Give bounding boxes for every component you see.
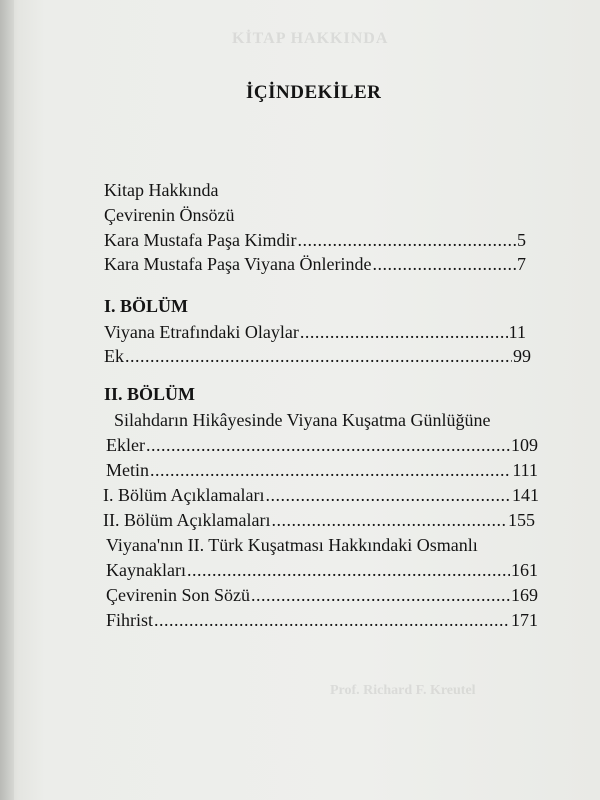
dot-leader	[271, 510, 507, 530]
toc-entry-page: 111	[512, 460, 538, 480]
toc-entry-kaynaklari	[106, 560, 538, 580]
toc-entry-page: 161	[511, 560, 538, 580]
toc-entry-title: Kara Mustafa Paşa Kimdir	[104, 230, 297, 250]
toc-entry-page: 171	[511, 610, 538, 630]
toc-entry-bolum2-aciklamalari	[103, 510, 535, 530]
toc-entry-title: I. Bölüm Açıklamaları	[103, 485, 265, 505]
dot-leader	[373, 254, 517, 274]
dot-leader	[300, 322, 508, 342]
dot-leader	[154, 610, 510, 630]
toc-entry-ek	[104, 346, 531, 366]
toc-entry-title: Ekler	[106, 435, 145, 455]
dot-leader	[146, 435, 510, 455]
toc-entry-title: Ek	[104, 346, 124, 366]
dot-leader	[265, 485, 511, 505]
toc-entry-kara-mustafa-kimdir	[104, 230, 526, 250]
section-heading-part1: I. BÖLÜM	[104, 296, 189, 316]
toc-entry-cevirenin-onsozu: Çevirenin Önsözü	[104, 205, 235, 225]
toc-entry-title: II. Bölüm Açıklamaları	[103, 510, 271, 530]
toc-entry-kara-mustafa-viyana	[104, 254, 526, 274]
toc-title: İÇİNDEKİLER	[246, 82, 382, 103]
toc-entry-title: Kaynakları	[106, 560, 186, 580]
toc-entry-page: 99	[513, 346, 531, 366]
toc-entry-ekler	[106, 435, 538, 455]
show-through-title: KİTAP HAKKINDA	[232, 30, 389, 47]
dot-leader	[125, 346, 512, 366]
toc-entry-page: 109	[511, 435, 538, 455]
dot-leader	[187, 560, 510, 580]
toc-entry-title: Fihrist	[106, 610, 154, 630]
toc-entry-viyana-etrafindaki	[104, 322, 526, 342]
toc-entry-osmanli-line1: Viyana'nın II. Türk Kuşatması Hakkındaki Osmanlı	[106, 535, 478, 555]
toc-entry-page: 11	[508, 322, 526, 342]
toc-entry-title: Çevirenin Son Sözü	[106, 585, 250, 605]
toc-entry-title: Viyana Etrafındaki Olaylar	[104, 322, 299, 342]
toc-entry-kitap-hakkinda: Kitap Hakkında	[104, 180, 219, 200]
toc-entry-page: 141	[512, 485, 539, 505]
page-gutter-shadow	[0, 0, 14, 800]
dot-leader	[297, 230, 516, 250]
toc-entry-page: 5	[517, 230, 526, 250]
toc-entry-silahdar-line1: Silahdarın Hikâyesinde Viyana Kuşatma Günlüğüne	[114, 410, 491, 430]
dot-leader	[150, 460, 511, 480]
toc-entry-title: Metin	[106, 460, 149, 480]
toc-entry-page: 169	[511, 585, 538, 605]
show-through-signature: Prof. Richard F. Kreutel	[330, 683, 476, 698]
section-heading-part2: II. BÖLÜM	[104, 384, 196, 404]
toc-entry-page: 155	[508, 510, 535, 530]
dot-leader	[251, 585, 510, 605]
toc-entry-son-sozu	[106, 585, 538, 605]
toc-entry-bolum1-aciklamalari	[103, 485, 539, 505]
toc-entry-fihrist	[106, 610, 538, 630]
toc-entry-metin	[106, 460, 538, 480]
toc-entry-page: 7	[517, 254, 526, 274]
toc-entry-title: Kara Mustafa Paşa Viyana Önlerinde	[104, 254, 372, 274]
